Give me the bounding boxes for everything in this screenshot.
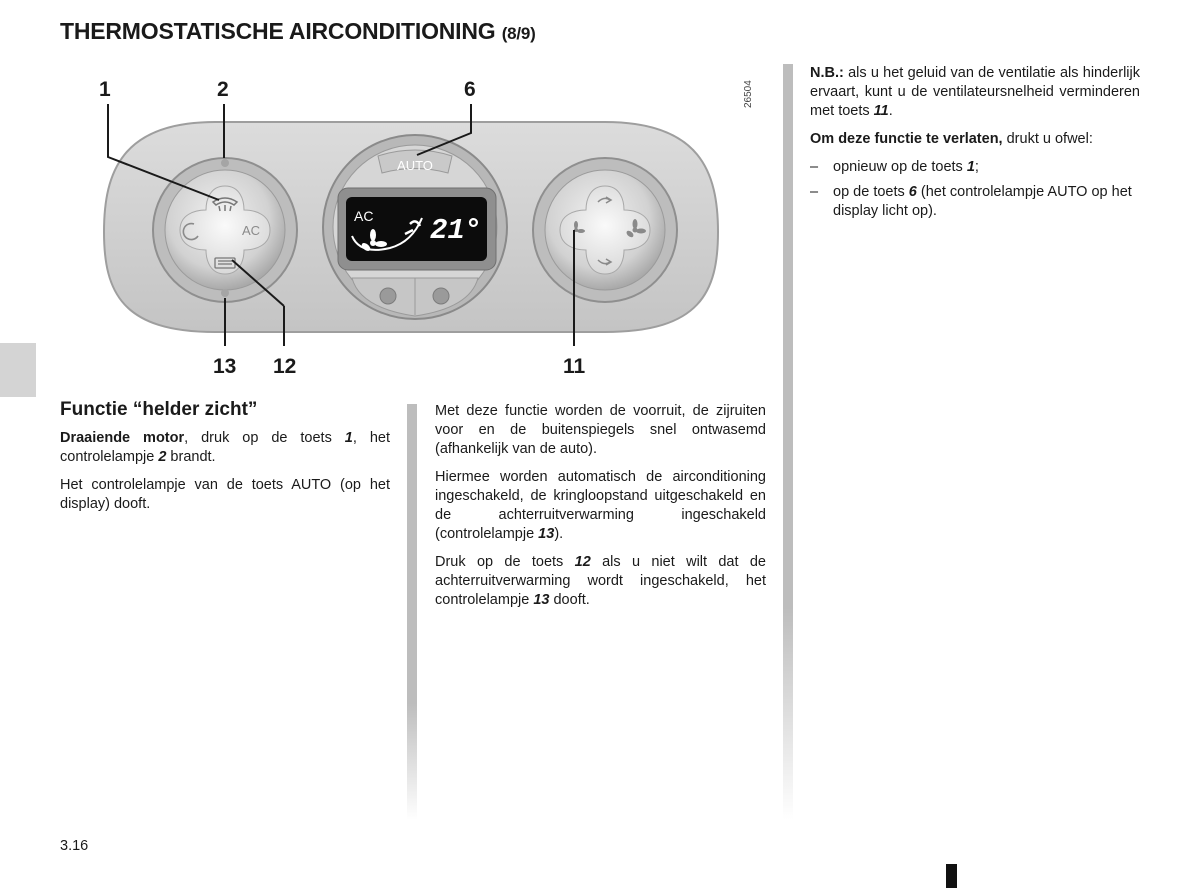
callout-12: 12 [273, 355, 297, 378]
body-text: op de toets [833, 184, 909, 200]
figure-reference-code: 26504 [743, 80, 754, 108]
page-edge-mark [946, 864, 957, 888]
callout-6: 6 [464, 78, 476, 101]
body-text: dooft. [549, 592, 590, 608]
list-item [810, 183, 1140, 221]
body-text: als u niet wilt dat de achterruitverwarming wordt ingeschakeld, het controlelampje [435, 554, 766, 608]
left-paragraph-2: Het controlelampje van de toets AUTO (op het display) dooft. [60, 477, 390, 512]
left-paragraph-1 [60, 429, 390, 467]
right-column [810, 64, 1140, 227]
exit-options-list [810, 158, 1140, 221]
dash-bullet: – [810, 184, 819, 200]
section-tab [0, 343, 36, 397]
left-column [60, 400, 390, 523]
middle-paragraph-2 [435, 468, 766, 544]
key-reference: 2 [158, 449, 167, 465]
key-reference: 11 [873, 103, 889, 119]
middle-column [435, 402, 766, 619]
callout-13: 13 [213, 355, 237, 378]
column-divider-right [783, 64, 793, 820]
lower-right-button [433, 288, 449, 304]
page-title [60, 18, 536, 45]
exit-paragraph [810, 130, 1140, 149]
dash-bullet: – [810, 159, 819, 175]
callout-1: 1 [99, 78, 111, 101]
middle-paragraph-3 [435, 553, 766, 610]
key-reference: 1 [344, 430, 353, 446]
column-divider-left [407, 404, 417, 820]
callout-11: 11 [563, 355, 586, 378]
body-text: , druk op de toets [184, 430, 345, 446]
indicator-lamp-2 [221, 159, 229, 167]
title-page-ref: (8/9) [501, 24, 536, 43]
page-number: 3.16 [60, 838, 89, 854]
auto-button-label: AUTO [397, 158, 433, 173]
lcd-ac-indicator: AC [354, 208, 374, 224]
control-panel-illustration [60, 60, 770, 390]
control-panel-figure [60, 60, 770, 390]
title-text: THERMOSTATISCHE AIRCONDITIONING [60, 18, 496, 44]
note-label: N.B.: [810, 65, 844, 81]
key-reference: 12 [574, 554, 591, 570]
body-text: ). [554, 526, 564, 542]
body-text: brandt. [166, 449, 216, 465]
body-text: , het controlelampje [60, 430, 390, 465]
body-text: drukt u ofwel: [1002, 131, 1093, 147]
indicator-lamp-13 [221, 289, 229, 297]
callout-2: 2 [217, 78, 229, 101]
body-text: ; [974, 159, 979, 175]
lower-left-button [380, 288, 396, 304]
note-paragraph [810, 64, 1140, 121]
ac-button-label: AC [242, 223, 261, 238]
body-text: opnieuw op de toets [833, 159, 967, 175]
bold-text: Om deze functie te verlaten, [810, 131, 1003, 147]
list-item [810, 158, 1140, 177]
body-text: . [888, 103, 893, 119]
key-reference: 13 [538, 526, 555, 542]
key-reference: 13 [533, 592, 550, 608]
body-text: (het controlelampje AUTO op het display licht op). [833, 184, 1132, 219]
lcd-temperature: 21° [430, 214, 483, 247]
key-reference: 6 [908, 184, 917, 200]
body-text: Druk op de toets [435, 554, 575, 570]
body-text: als u het geluid van de ventilatie als hinderlijk ervaart, kunt u de ventilateursnelheid verminderen met toets [810, 65, 1140, 119]
bold-text: Draaiende motor [60, 430, 185, 446]
key-reference: 1 [966, 159, 975, 175]
middle-paragraph-1: Met deze functie worden de voorruit, de zijruiten voor en de buitenspiegels snel ontwasemd (afhankelijk van de auto). [435, 403, 766, 457]
body-text: Hiermee worden automatisch de airconditioning ingeschakeld, de kringloopstand uitgeschakeld en de achterruitverwarming ingeschakeld (controlelampje [435, 469, 766, 542]
section-heading: Functie “helder zicht” [60, 399, 258, 420]
